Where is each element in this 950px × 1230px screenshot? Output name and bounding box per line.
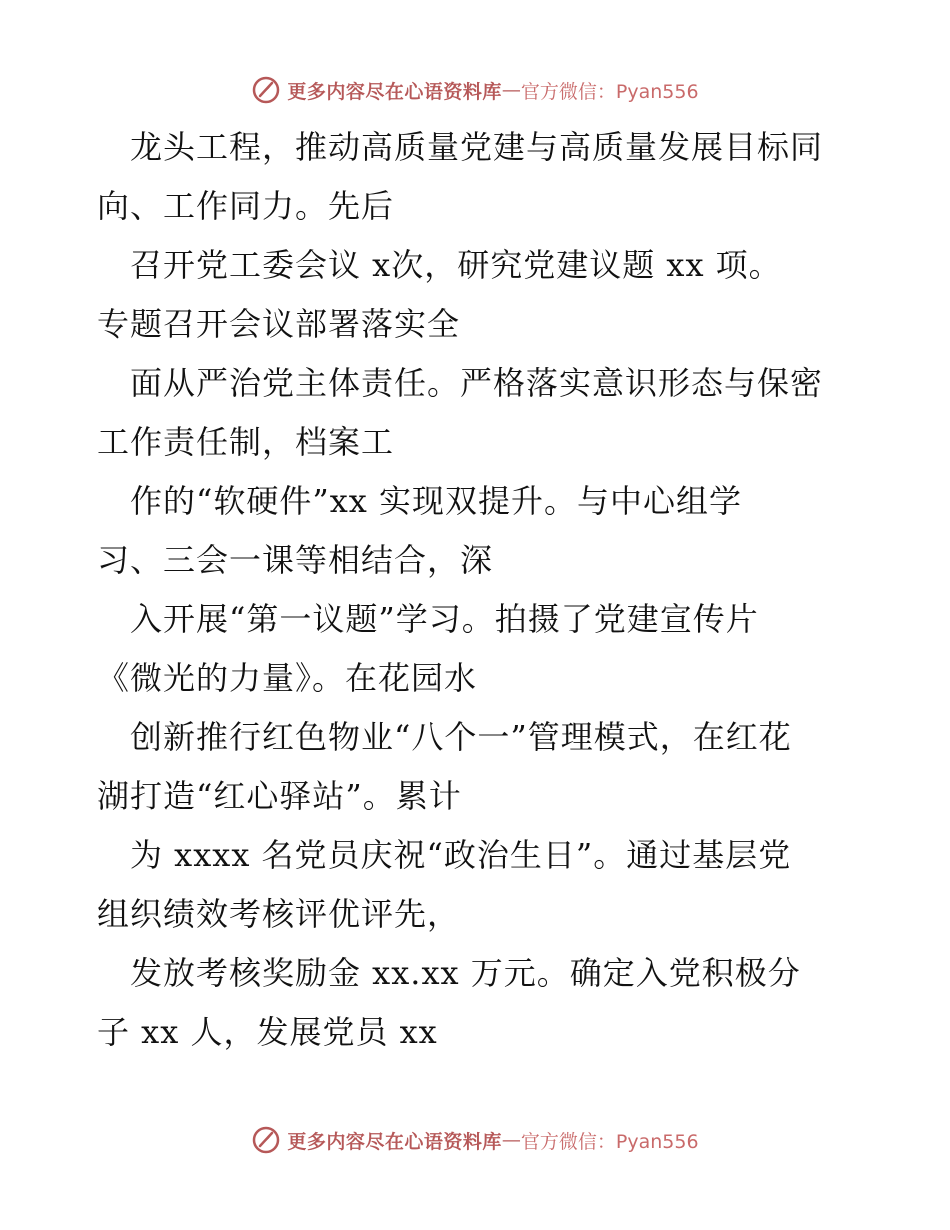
body-line: 《微光的力量》。在花园水	[97, 659, 478, 697]
body-line: 发放考核奖励金 xx.xx 万元。确定入党积极分	[97, 954, 801, 992]
body-line: 入开展“第一议题”学习。拍摄了党建宣传片	[97, 600, 759, 638]
body-line: 为 xxxx 名党员庆祝“政治生日”。通过基层党	[97, 836, 792, 874]
banner-main-text: 更多内容尽在心语资料库	[287, 80, 502, 103]
footer-watermark-banner	[0, 1120, 950, 1160]
body-line: 创新推行红色物业“八个一”管理模式，在红花	[97, 718, 792, 756]
quill-logo-icon	[251, 75, 281, 105]
body-line: 湖打造“红心驿站”。累计	[97, 777, 462, 815]
body-line: 组织绩效考核评优评先，	[97, 895, 461, 933]
banner-main-text: 更多内容尽在心语资料库	[287, 1130, 502, 1153]
banner-separator: —	[501, 79, 521, 101]
body-line: 面从严治党主体责任。严格落实意识形态与保密	[97, 364, 824, 402]
body-line: 工作责任制，档案工	[97, 423, 395, 461]
body-line: 专题召开会议部署落实全	[97, 305, 461, 343]
body-line: 龙头工程，推动高质量党建与高质量发展目标同	[97, 128, 824, 166]
body-line: 召开党工委会议 x次，研究党建议题 xx 项。	[97, 246, 782, 284]
document-body	[97, 118, 867, 1062]
banner-wechat-text: 官方微信：Pyan556	[520, 1130, 699, 1153]
banner-wechat-text: 官方微信：Pyan556	[520, 80, 699, 103]
body-line: 向、工作同力。先后	[97, 187, 395, 225]
quill-logo-icon	[251, 1125, 281, 1155]
body-line: 习、三会一课等相结合，深	[97, 541, 494, 579]
header-watermark-banner	[0, 70, 950, 110]
body-line: 作的“软硬件”xx 实现双提升。与中心组学	[97, 482, 742, 520]
body-line: 子 xx 人，发展党员 xx	[97, 1013, 438, 1051]
banner-separator: —	[501, 1129, 521, 1151]
